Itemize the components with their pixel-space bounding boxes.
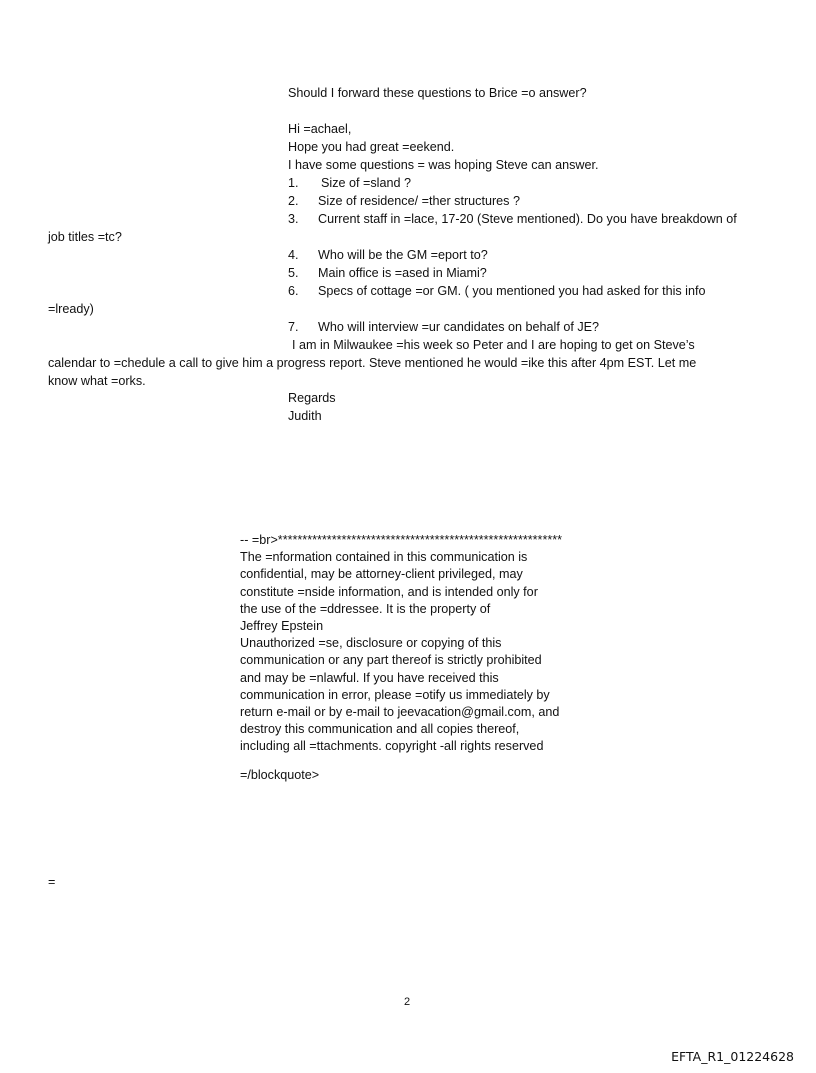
disclaimer-line: Unauthorized =se, disclosure or copying of this [240, 636, 502, 651]
list-item: Size of =sland ? [321, 176, 411, 190]
list-item-number: 5. [288, 266, 299, 280]
list-item: Size of residence/ =ther structures ? [318, 194, 520, 208]
disclaimer-line: The =nformation contained in this communication is [240, 550, 528, 565]
disclaimer-line: destroy this communication and all copies thereof, [240, 722, 520, 737]
list-item-number: 2. [288, 194, 299, 208]
list-item-wrap: job titles =tc? [48, 230, 122, 244]
disclaimer-line: confidential, may be attorney-client privileged, may [240, 567, 523, 582]
list-item-number: 7. [288, 320, 299, 334]
list-item-wrap: =lready) [48, 302, 94, 316]
list-item: Who will be the GM =eport to? [318, 248, 488, 262]
list-item-number: 6. [288, 284, 299, 298]
paragraph-line: I am in Milwaukee =his week so Peter and I are hoping to get on Steve’s [292, 338, 695, 352]
list-item: Who will interview =ur candidates on behalf of JE? [318, 320, 600, 334]
list-item: Main office is =ased in Miami? [318, 266, 487, 280]
list-item: Current staff in =lace, 17-20 (Steve mentioned). Do you have breakdown of [318, 212, 737, 226]
line-weekend: Hope you had great =eekend. [288, 140, 455, 154]
disclaimer-line: the use of the =ddressee. It is the property of [240, 601, 491, 616]
disclaimer-line: return e-mail or by e-mail to jeevacation@gmail.com, and [240, 704, 560, 719]
list-item-number: 3. [288, 212, 299, 226]
signoff: Regards [288, 391, 336, 405]
disclaimer-line: and may be =nlawful. If you have received this [240, 670, 499, 685]
forward-question: Should I forward these questions to Brice =o answer? [288, 86, 587, 100]
paragraph-line: calendar to =chedule a call to give him a progress report. Steve mentioned he would =ike this after 4pm EST. Let me [48, 356, 697, 370]
stray-equals: = [48, 875, 56, 889]
signature: Judith [288, 409, 322, 423]
greeting: Hi =achael, [288, 122, 352, 136]
paragraph-line: know what =orks. [48, 374, 146, 388]
blockquote-end: =/blockquote> [240, 768, 320, 782]
disclaimer-line: constitute =nside information, and is intended only for [240, 584, 538, 599]
disclaimer-line: including all =ttachments. copyright -all rights reserved [240, 739, 544, 754]
disclaimer-line: communication in error, please =otify us immediately by [240, 687, 550, 702]
page-number: 2 [404, 996, 411, 1008]
disclaimer-line: communication or any part thereof is strictly prohibited [240, 653, 542, 668]
disclaimer-line: Jeffrey Epstein [240, 618, 324, 633]
line-questions: I have some questions = was hoping Steve can answer. [288, 158, 599, 172]
list-item-number: 4. [288, 248, 299, 262]
list-item: Specs of cottage =or GM. ( you mentioned you had asked for this info [318, 284, 706, 298]
document-id: EFTA_R1_01224628 [671, 1049, 794, 1064]
list-item-number: 1. [288, 176, 299, 190]
disclaimer-block [240, 532, 562, 755]
disclaimer-separator: -- =br>********************************************************** [240, 533, 563, 547]
